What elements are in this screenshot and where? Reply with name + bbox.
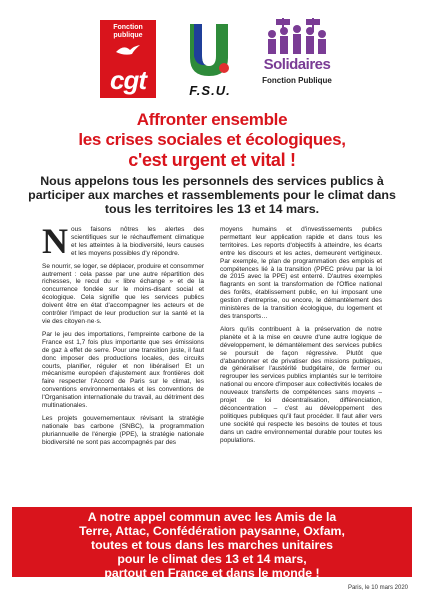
headline-line2: les crises sociales et écologiques, bbox=[78, 130, 346, 149]
headline-line3: c'est urgent et vital ! bbox=[128, 150, 296, 170]
call-line3: toutes et tous dans les marches unitaires bbox=[91, 538, 333, 552]
call-line5: partout en France et dans le monde ! bbox=[104, 566, 320, 580]
subheadline: Nous appelons tous les personnels des services publics à participer aux marches et rassemblements pour le climat dans tous les territoires les 13 et 14 mars. bbox=[28, 174, 396, 216]
fsu-u-icon bbox=[184, 20, 234, 78]
left-column bbox=[42, 221, 204, 501]
fsu-label: F.S.U. bbox=[189, 83, 231, 98]
call-line2: Terre, Attac, Confédération paysanne, Oxfam, bbox=[79, 524, 345, 538]
right-column bbox=[220, 226, 382, 501]
paragraph: moyens humains et d'investissements publics permettant leur application rapide et dans tous les territoires. Les reports d'objectifs à atteindre, les écarts entre les discours et les actes, demeurent vertigineux. Par exemple, le plan de programmation des emplois et compétences lié à la transition (PPEC prévu par la loi de 2015 avec la PPE) est enterré. D'autres exemples flagrants en sont la transformation de l'Office national des forêts, établissement public, en lui imposant une gestion d'entreprise, ou encore, le démantèlement des ministères de la transition écologique, du logement et des transports… bbox=[220, 226, 382, 320]
cgt-fonction-publique: Fonction publique bbox=[113, 24, 143, 39]
solidaires-name: Solidaires bbox=[263, 56, 331, 73]
paragraph: Se nourrir, se loger, se déplacer, produire et consommer autrement : cela passe par une autre répartition des richesses, le recul du « libre échange » et de la concurrence fondée sur le moins-disant social et écologique. Cela signifie que les services publics doivent être en état d'accompagner les acteurs et de contrôler l'impact de leur production sur la santé et la vie des citoyen·ne·s. bbox=[42, 262, 204, 325]
paragraph: Par le jeu des importations, l'empreinte carbone de la France est 1,7 fois plus importante que ses émissions de gaz à effet de serre. Pour une transition juste, il faut donc imposer des productions locales, des circuits courts, planifier, réguler et non libéraliser! Et un mécanisme européen d'ajustement aux frontières doit faire respecter l'Accord de Paris sur le climat, les conventions environnementales et les conventions de l'Organisation internationale du travail, au détriment des multinationales. bbox=[42, 330, 204, 410]
solidaires-logo bbox=[256, 18, 338, 98]
paragraph: Les projets gouvernementaux révisant la stratégie nationale bas carbone (SNBC), la programmation pluriannuelle de l'énergie (PPE), la stratégie nationale biodiversité ne sont pas accompagnés par des bbox=[42, 414, 204, 446]
drop-cap: N bbox=[42, 221, 68, 261]
fsu-logo bbox=[180, 20, 240, 98]
headline-line1: Affronter ensemble bbox=[136, 110, 288, 129]
call-to-action-box bbox=[12, 507, 412, 580]
cgt-bird-icon bbox=[114, 42, 142, 58]
crowd-icon bbox=[262, 18, 332, 54]
paragraph-text: ous faisons nôtres les alertes des scientifiques sur le réchauffement climatique et les atteintes à la biodiversité, leurs causes et les moyens possibles d'y répondre. bbox=[71, 226, 204, 257]
call-line4: pour le climat des 13 et 14 mars, bbox=[117, 552, 307, 566]
logos-row bbox=[0, 12, 424, 98]
paragraph: Alors qu'ils contribuent à la préservation de notre planète et à la mise en œuvre d'une autre logique de développement, le démantèlement des services publics se poursuit de façon régressive. Plutôt que d'abandonner et de privatiser des missions publiques, de généraliser l'austérité budgétaire, de fermer ou regrouper les services publics implantés sur le territoire national ou encore d'imposer aux collectivités locales de nouveaux transferts de compétences sans moyens – projet de loi décentralisation, différenciation, déconcentration – c'est au développement des politiques publiques qu'il faut procéder. Il faut aller vers une société qui respecte les besoins de toutes et tous dans un cadre environnemental durable pour toutes les populations. bbox=[220, 325, 382, 444]
body-columns bbox=[42, 221, 382, 501]
cgt-logo bbox=[100, 20, 156, 98]
cgt-name: cgt bbox=[110, 65, 146, 95]
call-line1: A notre appel commun avec les Amis de la bbox=[87, 510, 337, 524]
headline bbox=[0, 110, 424, 170]
solidaires-sub: Fonction Publique bbox=[262, 76, 332, 85]
dateline: Paris, le 10 mars 2020 bbox=[347, 585, 408, 591]
paragraph bbox=[42, 221, 204, 261]
